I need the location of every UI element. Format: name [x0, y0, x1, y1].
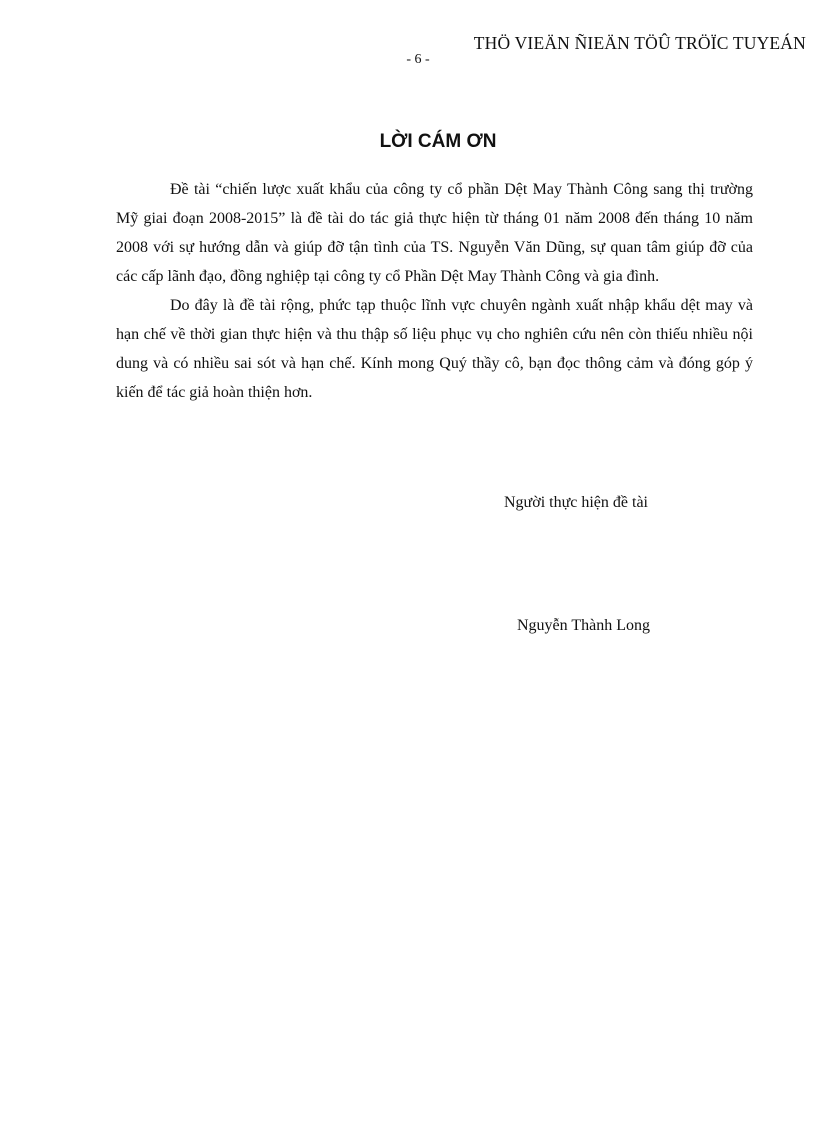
- signature-name: Nguyễn Thành Long: [517, 617, 651, 634]
- document-body: [116, 175, 753, 407]
- document-title: LỜI CÁM ƠN: [379, 131, 497, 152]
- signature-role: Người thực hiện đề tài: [504, 494, 648, 511]
- page-number: - 6 -: [406, 52, 430, 67]
- paragraph-2: Do đây là đề tài rộng, phức tạp thuộc lĩnh vực chuyên ngành xuất nhập khẩu dệt may và hạn chế về thời gian thực hiện và thu thập số liệu phục vụ cho nghiên cứu nên còn thiếu nhiều nội dung và có nhiều sai sót và hạn chế. Kính mong Quý thầy cô, bạn đọc thông cảm và đóng góp ý kiến để tác giả hoàn thiện hơn.: [116, 297, 753, 401]
- paragraph-1: Đề tài “chiến lược xuất khẩu của công ty cổ phần Dệt May Thành Công sang thị trường Mỹ giai đoạn 2008-2015” là đề tài do tác giả thực hiện từ tháng 01 năm 2008 đến tháng 10 năm 2008 với sự hướng dẫn và giúp đỡ tận tình của TS. Nguyễn Văn Dũng, sự quan tâm giúp đỡ của các cấp lãnh đạo, đồng nghiệp tại công ty cổ Phần Dệt May Thành Công và gia đình.: [116, 181, 753, 285]
- header-watermark: THÖ VIEÄN ÑIEÄN TÖÛ TRÖÏC TUYEÁN: [473, 33, 806, 53]
